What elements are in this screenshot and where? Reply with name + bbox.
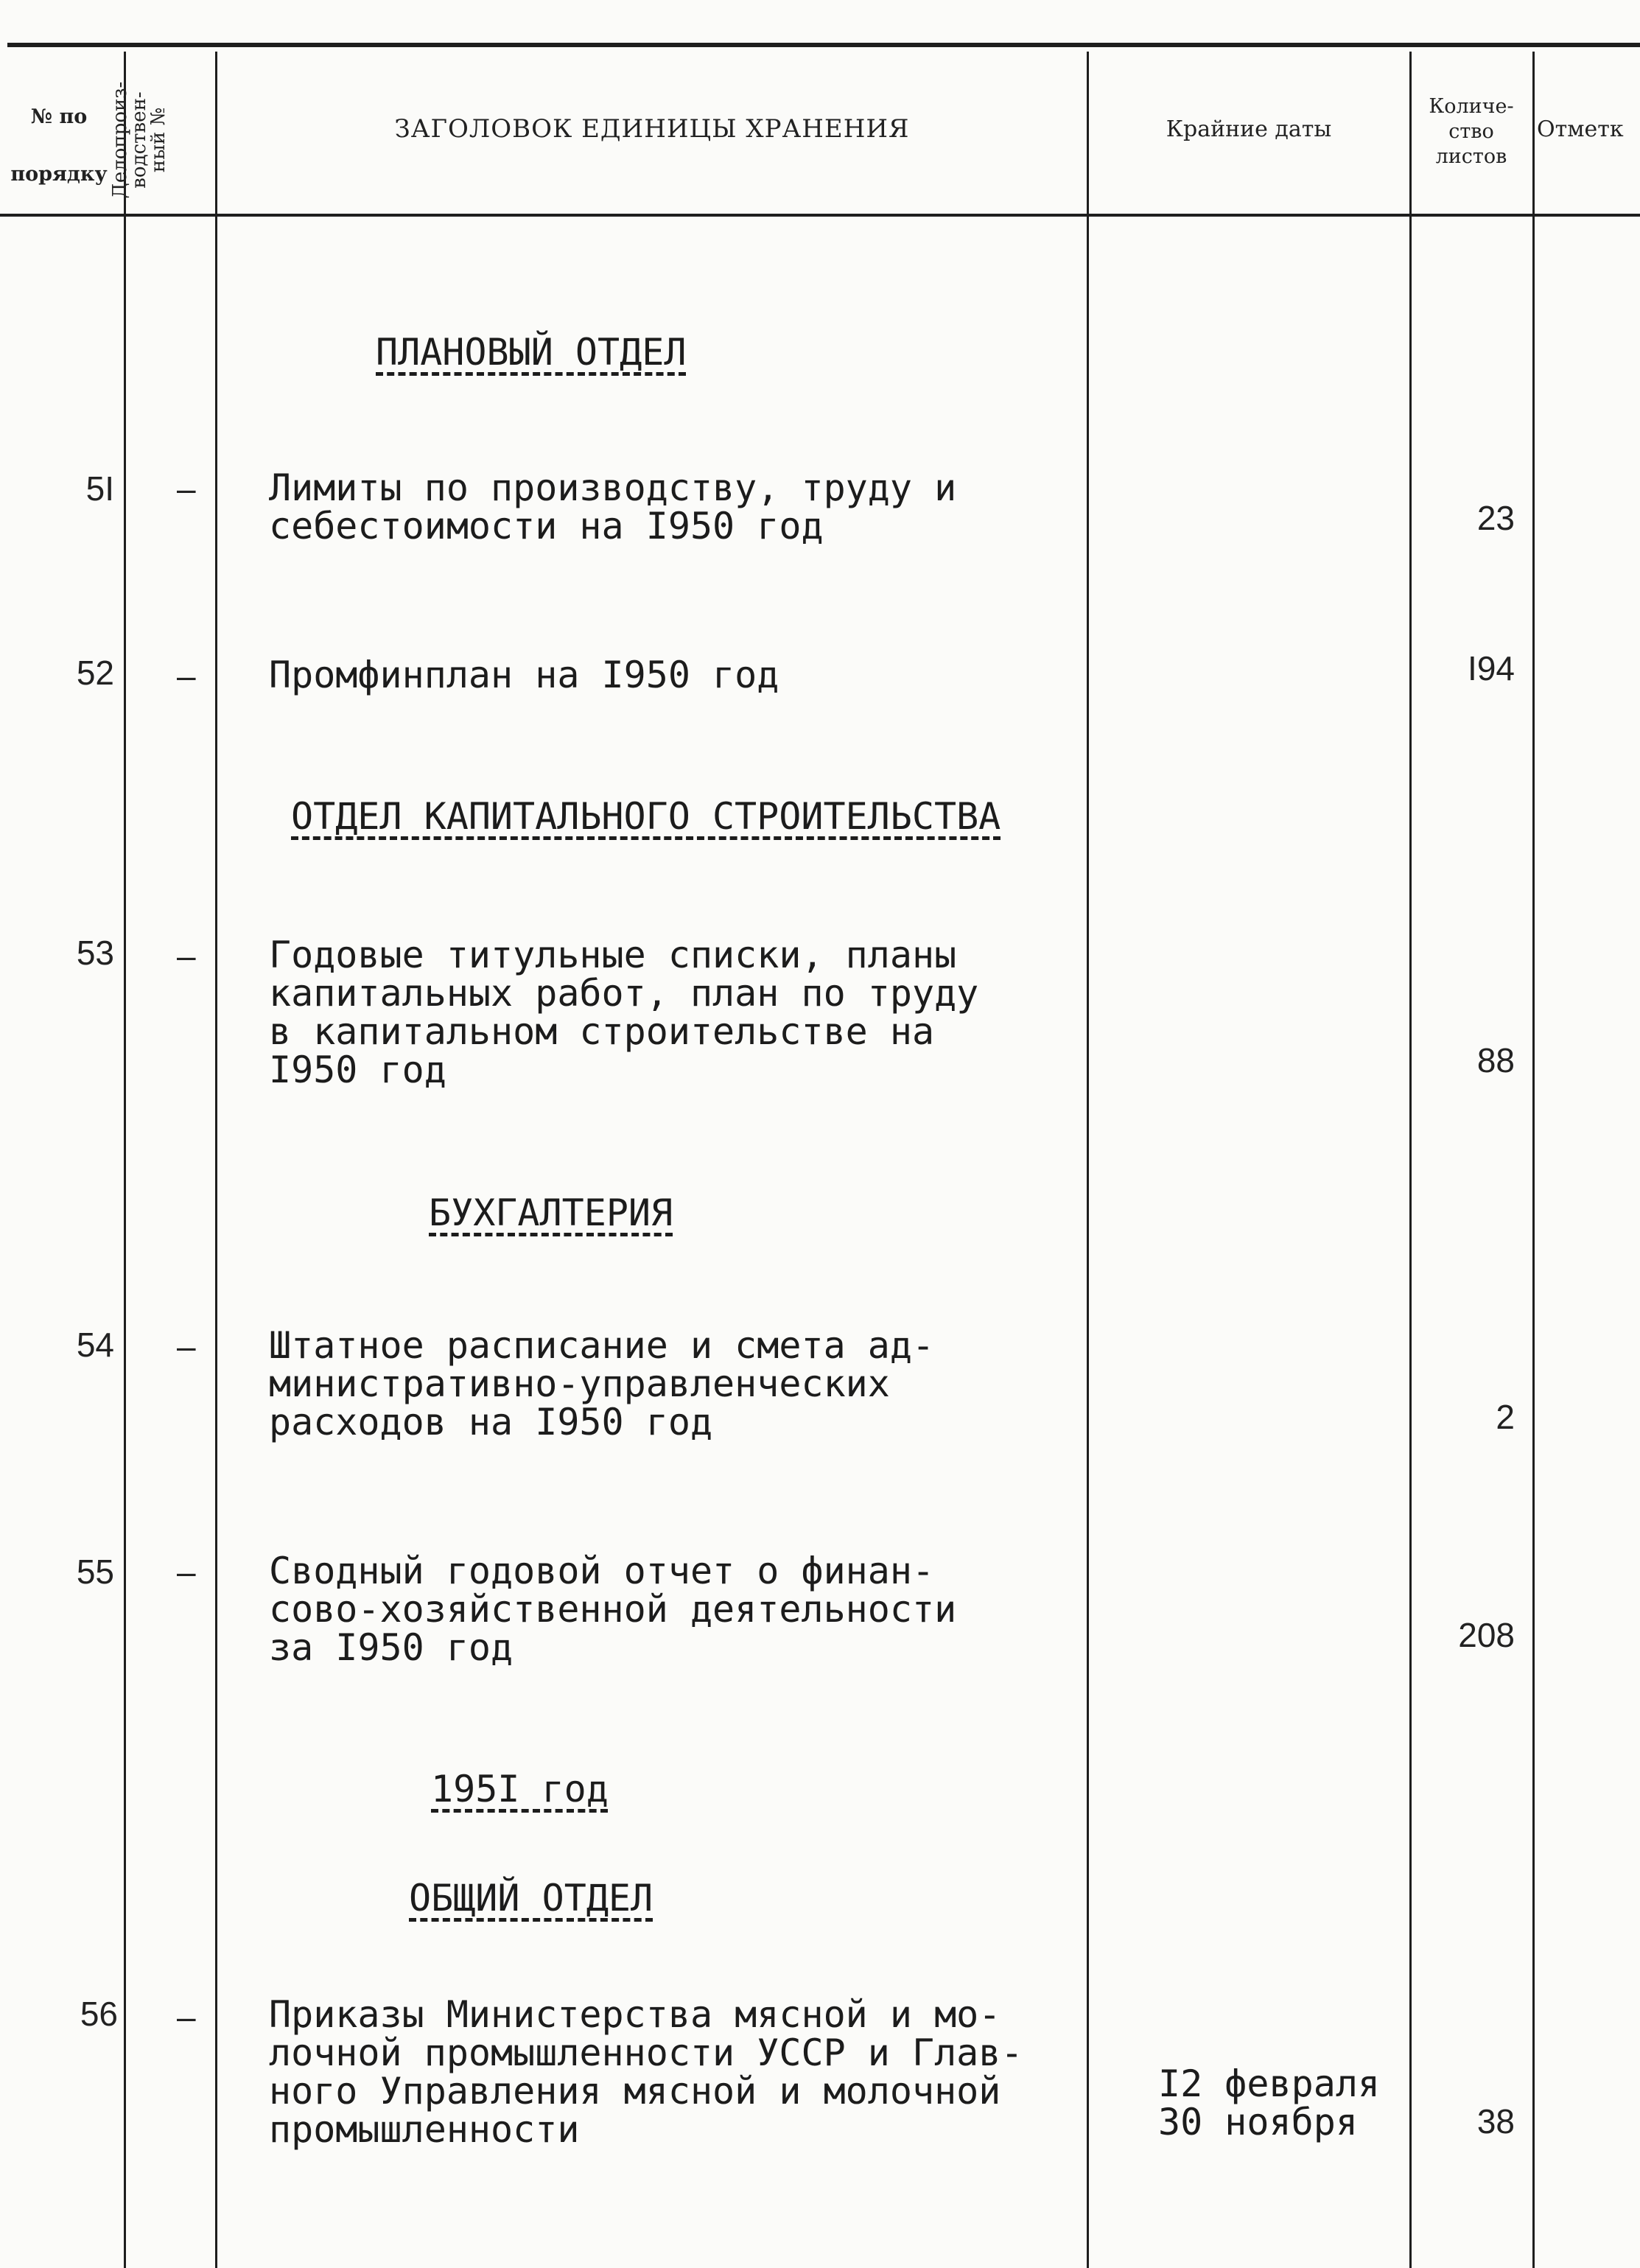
row-office-number: – — [177, 1998, 196, 2036]
row-office-number: – — [177, 657, 196, 695]
row-sheet-count: 208 — [1458, 1616, 1515, 1654]
row-order-number: 53 — [76, 934, 114, 972]
col-divider-2 — [215, 52, 217, 2268]
row-sheet-count: 23 — [1476, 499, 1515, 537]
row-office-number: – — [177, 469, 196, 508]
row-order-number: 55 — [76, 1553, 114, 1591]
row-order-number: 5I — [85, 469, 114, 508]
section-heading-general: ОБЩИЙ ОТДЕЛ — [409, 1877, 653, 1919]
row-order-number: 56 — [80, 1995, 118, 2033]
row-office-number: – — [177, 937, 196, 975]
header-notes: Отметк — [1537, 116, 1624, 142]
header-order-number: № по порядку — [10, 105, 108, 186]
row-title: Сводный годовой отчет о финан- сово-хозяйственной деятельности за I950 год — [269, 1550, 957, 1669]
row-title: Штатное расписание и смета ад- министративно-управленческих расходов на I950 год — [269, 1324, 935, 1443]
col-divider-3 — [1087, 52, 1089, 2268]
row-title: Годовые титульные списки, планы капитальных работ, план по труду в капитальном строительстве на I950 год — [269, 934, 979, 1091]
row-order-number: 54 — [76, 1326, 114, 1364]
section-heading-accounting: БУХГАЛТЕРИЯ — [429, 1191, 673, 1234]
top-rule — [7, 43, 1640, 47]
row-office-number: – — [177, 1327, 196, 1365]
row-sheet-count: 2 — [1496, 1398, 1515, 1436]
section-heading-year: 195I год — [431, 1768, 609, 1810]
col-divider-1 — [124, 52, 126, 2268]
header-bottom-rule — [0, 214, 1640, 217]
row-title: Лимиты по производству, труду и себестоимости на I950 год — [269, 466, 957, 547]
row-dates: I2 февраля 30 ноября — [1158, 2062, 1381, 2143]
col-divider-5 — [1532, 52, 1535, 2268]
header-dates: Крайние даты — [1166, 116, 1332, 142]
row-sheet-count: I94 — [1468, 649, 1515, 687]
row-sheet-count: 88 — [1476, 1041, 1515, 1079]
header-title: ЗАГОЛОВОК ЕДИНИЦЫ ХРАНЕНИЯ — [394, 114, 910, 144]
col-divider-4 — [1409, 52, 1412, 2268]
row-order-number: 52 — [76, 654, 114, 692]
section-heading-capital: ОТДЕЛ КАПИТАЛЬНОГО СТРОИТЕЛЬСТВА — [291, 795, 1001, 838]
row-title: Приказы Министерства мясной и мо- лочной промышленности УССР и Глав- ного Управления мясной и молочной промышленности — [269, 1993, 1023, 2151]
section-heading-planning: ПЛАНОВЫЙ ОТДЕЛ — [376, 331, 687, 374]
header-office-number: Делопроиз- водствен- ный № — [109, 81, 169, 199]
row-title: Промфинплан на I950 год — [269, 654, 779, 696]
row-sheet-count: 38 — [1476, 2102, 1515, 2141]
row-office-number: – — [177, 1553, 196, 1591]
header-sheets: Количе- ство листов — [1429, 95, 1514, 168]
